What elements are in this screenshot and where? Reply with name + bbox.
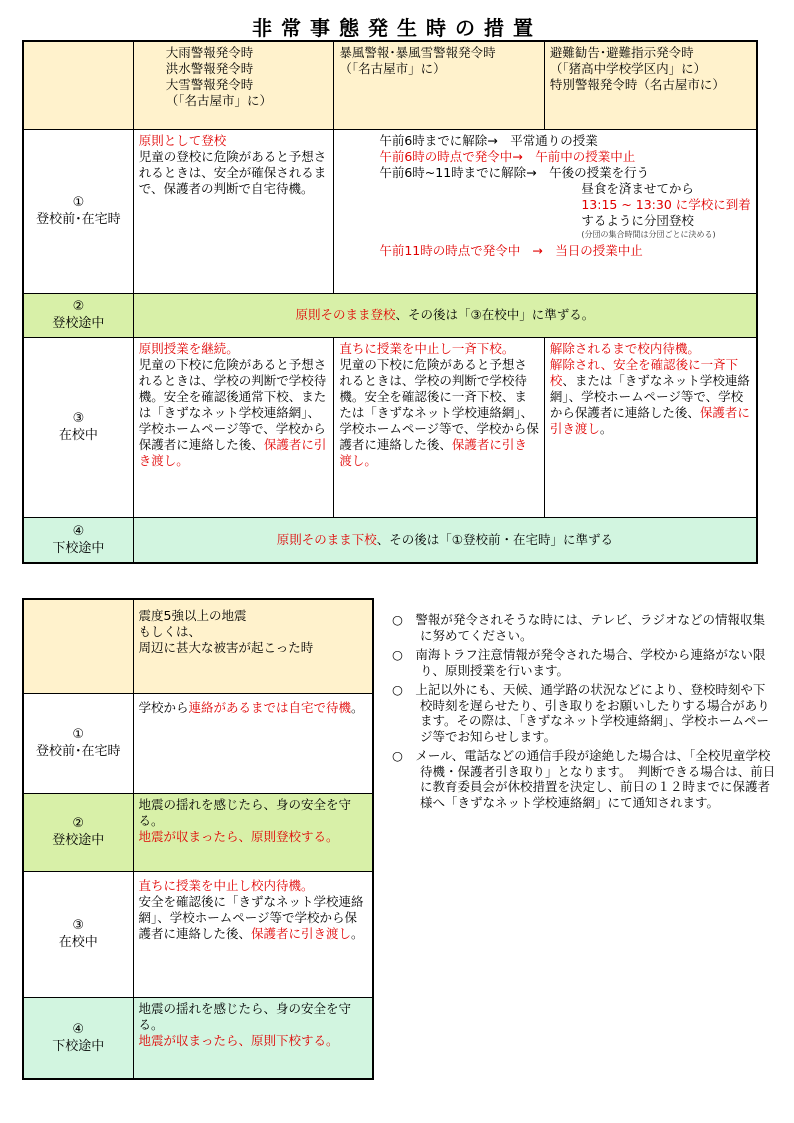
before-school-rain-cell: 原則として登校 児童の登校に危険があると予想されるときは、安全が確保されるまで、保護者の判断で自宅待機。 — [133, 129, 334, 293]
quake-row-before-school — [23, 693, 373, 793]
before-school-schedule-cell: 午前6時までに解除→ 平常通りの授業 午前6時の時点で発令中→ 午前中の授業中止 午前6時~11時までに解除→ 午後の授業を行う 昼食を済ませてから 13:15 ~ 13:30 に学校に到着 するように分団登校 (分団の集合時間は分団ごとに決める) 午前11時の時点で発令中 → 当日の授業中止 — [334, 129, 757, 293]
note-item: ○ メール、電話などの通信手段が途絶した場合は、「全校児童学校待機・保護者引き取り」となります。 判断できる場合は、前日に教育委員会が休校措置を決定し、前日の１２時までに保護者様へ「きずなネット学校連絡網」にて通知されます。 — [392, 748, 776, 810]
on-way-home-cell: 原則そのまま下校、その後は「①登校前・在宅時」に準ずる — [133, 517, 757, 563]
header-evacuation: 避難勧告･避難指示発令時 （「猪高中学校学区内」に） 特別警報発令時（名古屋市に） — [544, 41, 757, 129]
notes-section — [392, 612, 777, 814]
quake-header-corner-cell — [23, 599, 133, 693]
weather-measures-table — [22, 40, 758, 564]
weather-header-row — [23, 41, 757, 129]
page-title: 非常事態発生時の措置 — [252, 16, 542, 40]
quake-label-on-way-to-school: ② 登校途中 — [23, 793, 133, 871]
note-item: ○ 南海トラフ注意情報が発令された場合、学校から連絡がない限り、原則授業を行います。 — [392, 647, 766, 678]
at-school-rain-cell: 原則授業を継続。 児童の下校に危険があると予想されるときは、学校の判断で学校待機。安全を確認後通常下校、または「きずなネット学校連絡網」、学校ホームページ等で、学校から保護者に連絡した後、保護者に引き渡し。 — [133, 337, 334, 517]
row-label-on-way-to-school: ② 登校途中 — [23, 293, 133, 337]
quake-label-at-school: ③ 在校中 — [23, 871, 133, 997]
weather-row-on-way-to-school — [23, 293, 757, 337]
quake-label-before-school: ① 登校前･在宅時 — [23, 693, 133, 793]
quake-at-school-cell: 直ちに授業を中止し校内待機。 安全を確認後に「きずなネット学校連絡網」、学校ホームページ等で学校から保護者に連絡した後、保護者に引き渡し。 — [133, 871, 373, 997]
row-label-before-school: ① 登校前･在宅時 — [23, 129, 133, 293]
weather-row-on-way-home — [23, 517, 757, 563]
header-corner-cell — [23, 41, 133, 129]
header-storm-warning: 暴風警報･暴風雪警報発令時 （「名古屋市」に） — [334, 41, 545, 129]
earthquake-measures-table — [22, 598, 374, 1080]
row-label-at-school: ③ 在校中 — [23, 337, 133, 517]
quake-row-on-way-home — [23, 997, 373, 1079]
header-rain-warning: 大雨警報発令時 洪水警報発令時 大雪警報発令時 （「名古屋市」に） — [133, 41, 334, 129]
quake-row-at-school — [23, 871, 373, 997]
quake-before-school-cell: 学校から連絡があるまでは自宅で待機。 — [133, 693, 373, 793]
at-school-evacuation-cell: 解除されるまで校内待機。 解除され、安全を確認後に一斉下校、または「きずなネット学校連絡網」、学校ホームページ等で、学校から保護者に連絡した後、保護者に引き渡し。 — [544, 337, 757, 517]
quake-row-on-way-to-school — [23, 793, 373, 871]
note-item: ○ 上記以外にも、天候、通学路の状況などにより、登校時刻や下校時刻を遅らせたり、引き取りをお願いしたりする場合があります。その際は、「きずなネット学校連絡網」、学校ホームページ等でお知らせします。 — [392, 682, 770, 744]
note-item: ○ 警報が発令されそうな時には、テレビ、ラジオなどの情報収集に努めてください。 — [392, 612, 766, 643]
quake-on-way-home-cell: 地震の揺れを感じたら、身の安全を守る。 地震が収まったら、原則下校する。 — [133, 997, 373, 1079]
weather-row-before-school — [23, 129, 757, 293]
quake-header-condition: 震度5強以上の地震 もしくは、 周辺に甚大な被害が起こった時 — [133, 599, 373, 693]
row-label-on-way-home: ④ 下校途中 — [23, 517, 133, 563]
weather-row-at-school — [23, 337, 757, 517]
quake-header-row — [23, 599, 373, 693]
on-way-to-school-cell: 原則そのまま登校、その後は「③在校中」に準ずる。 — [133, 293, 757, 337]
at-school-storm-cell: 直ちに授業を中止し一斉下校。 児童の下校に危険があると予想されるときは、学校の判断で学校待機。安全を確認後に一斉下校、または「きずなネット学校連絡網」、学校ホームページ等で、学校から保護者に連絡した後、保護者に引き渡し。 — [334, 337, 545, 517]
quake-on-way-to-school-cell: 地震の揺れを感じたら、身の安全を守る。 地震が収まったら、原則登校する。 — [133, 793, 373, 871]
quake-label-on-way-home: ④ 下校途中 — [23, 997, 133, 1079]
